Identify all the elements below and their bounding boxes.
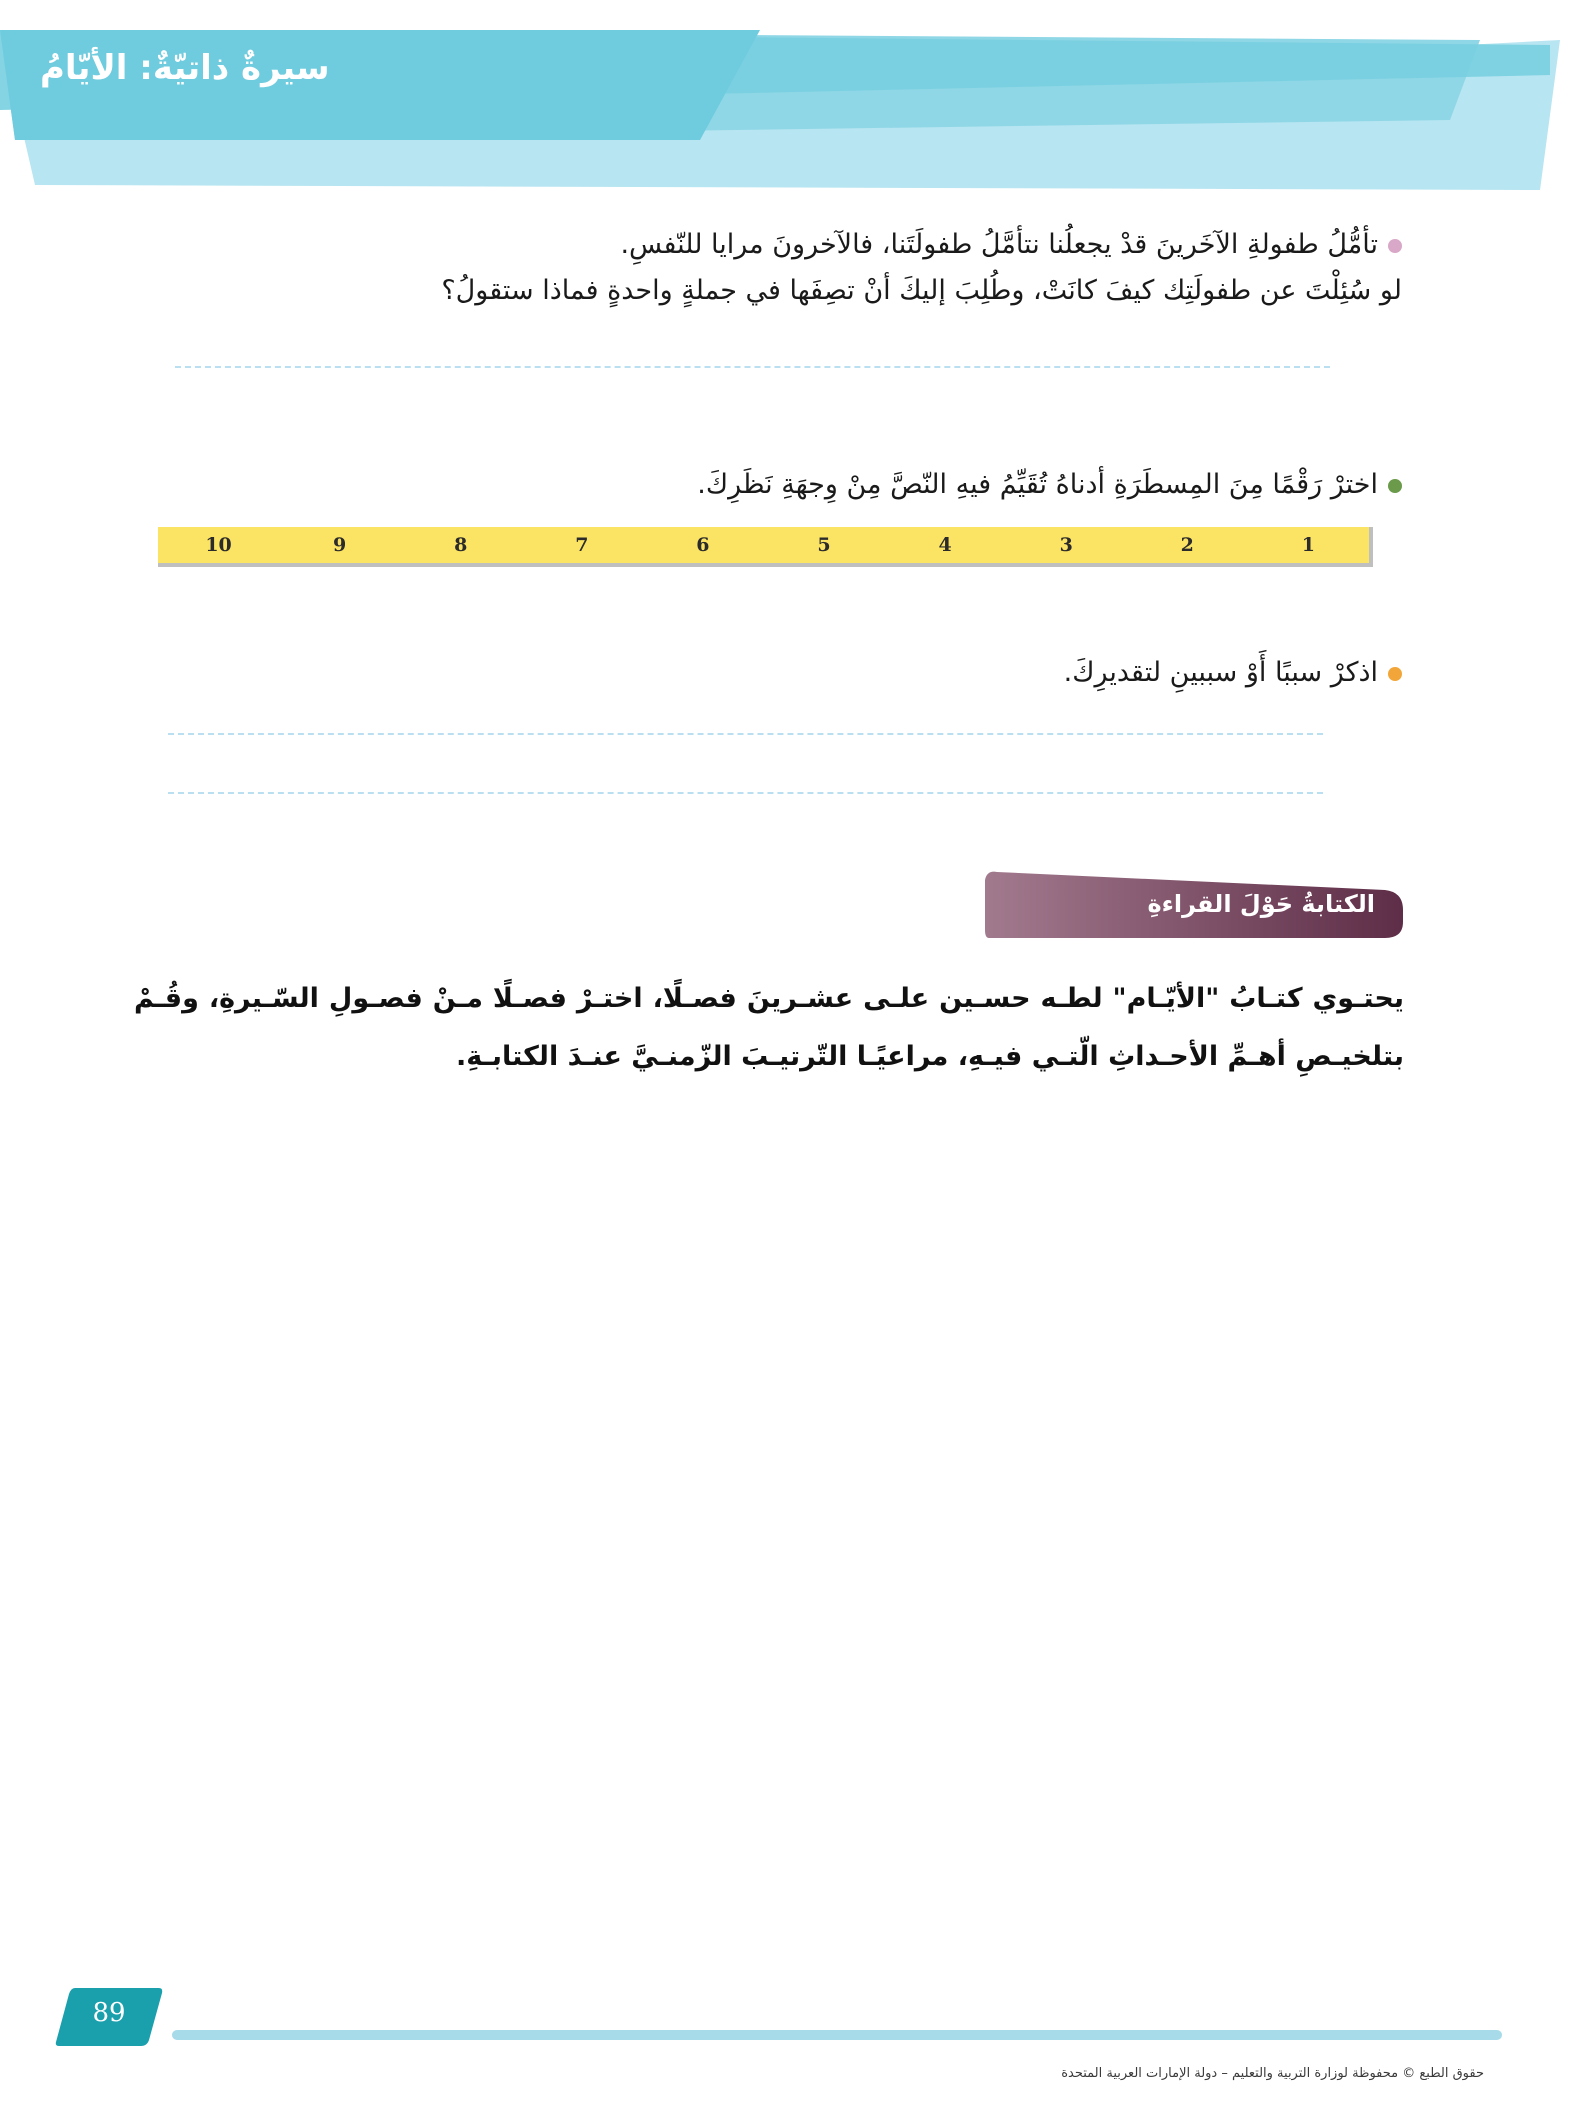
- question-1-line-1: تأمُّلُ طفولةِ الآخَرينَ قدْ يجعلُنا نتأمَّلُ طفولَتَنا، فالآخرونَ مرايا للنّفسِ.: [441, 222, 1402, 268]
- question-1: [441, 222, 1402, 314]
- rating-option[interactable]: 7: [575, 534, 589, 556]
- rating-option[interactable]: 2: [1180, 534, 1194, 556]
- question-3-line-1: اذكرْ سببًا أَوْ سببينِ لتقديرِكَ.: [1064, 650, 1402, 696]
- rating-option[interactable]: 5: [817, 534, 831, 556]
- page-number-badge: [55, 1988, 163, 2046]
- rating-option[interactable]: 6: [696, 534, 710, 556]
- answer-line[interactable]: [175, 366, 1330, 368]
- header-banner: [0, 0, 1572, 200]
- rating-option[interactable]: 9: [333, 534, 347, 556]
- section-title: الكتابةُ حَوْلَ القراءةِ: [1147, 890, 1375, 918]
- bullet-icon: [1388, 667, 1402, 681]
- header-banner-shape: [0, 0, 1572, 200]
- question-2-line-1: اخترْ رَقْمًا مِنَ المِسطَرَةِ أدناهُ تُقَيِّمُ فيهِ النّصَّ مِنْ وِجهَةِ نَظَرِكَ.: [697, 462, 1402, 508]
- rating-option[interactable]: 8: [454, 534, 468, 556]
- section-tab: [985, 870, 1405, 940]
- rating-option[interactable]: 1: [1301, 534, 1315, 556]
- bullet-icon: [1388, 239, 1402, 253]
- rating-option[interactable]: 4: [938, 534, 952, 556]
- writing-task: يحتـوي كتـابُ "الأيّـام" لطـه حسـين علـى عشـرينَ فصـلًا، اختـرْ فصـلًا مـنْ فصـولِ السّـيرةِ، وقُـمْ بتلخيـصِ أهـمِّ الأحـداثِ الّتـي فيـهِ، مراعيًـا التّرتيـبَ الزّمنـيَّ عنـدَ الكتابـةِ.: [134, 983, 1404, 1072]
- answer-line[interactable]: [168, 792, 1323, 794]
- page-title: سيرةٌ ذاتيّةٌ: الأيّامُ: [40, 48, 330, 88]
- question-2: [697, 462, 1402, 508]
- rating-option[interactable]: 10: [205, 534, 232, 556]
- question-1-line-2: لو سُئِلْتَ عن طفولَتِك كيفَ كانَتْ، وطُلِبَ إليكَ أنْ تصِفَها في جملةٍ واحدةٍ فماذا ستقولُ؟: [441, 275, 1402, 306]
- footer-bar: [172, 2030, 1502, 2040]
- question-3: [1064, 650, 1402, 696]
- page-number: 89: [92, 1998, 126, 2028]
- bullet-icon: [1388, 479, 1402, 493]
- rating-option[interactable]: 3: [1059, 534, 1073, 556]
- rating-ruler: [158, 527, 1373, 567]
- copyright-text: حقوق الطبع © محفوظة لوزارة التربية والتعليم – دولة الإمارات العربية المتحدة: [1061, 2066, 1484, 2081]
- answer-line[interactable]: [168, 733, 1323, 735]
